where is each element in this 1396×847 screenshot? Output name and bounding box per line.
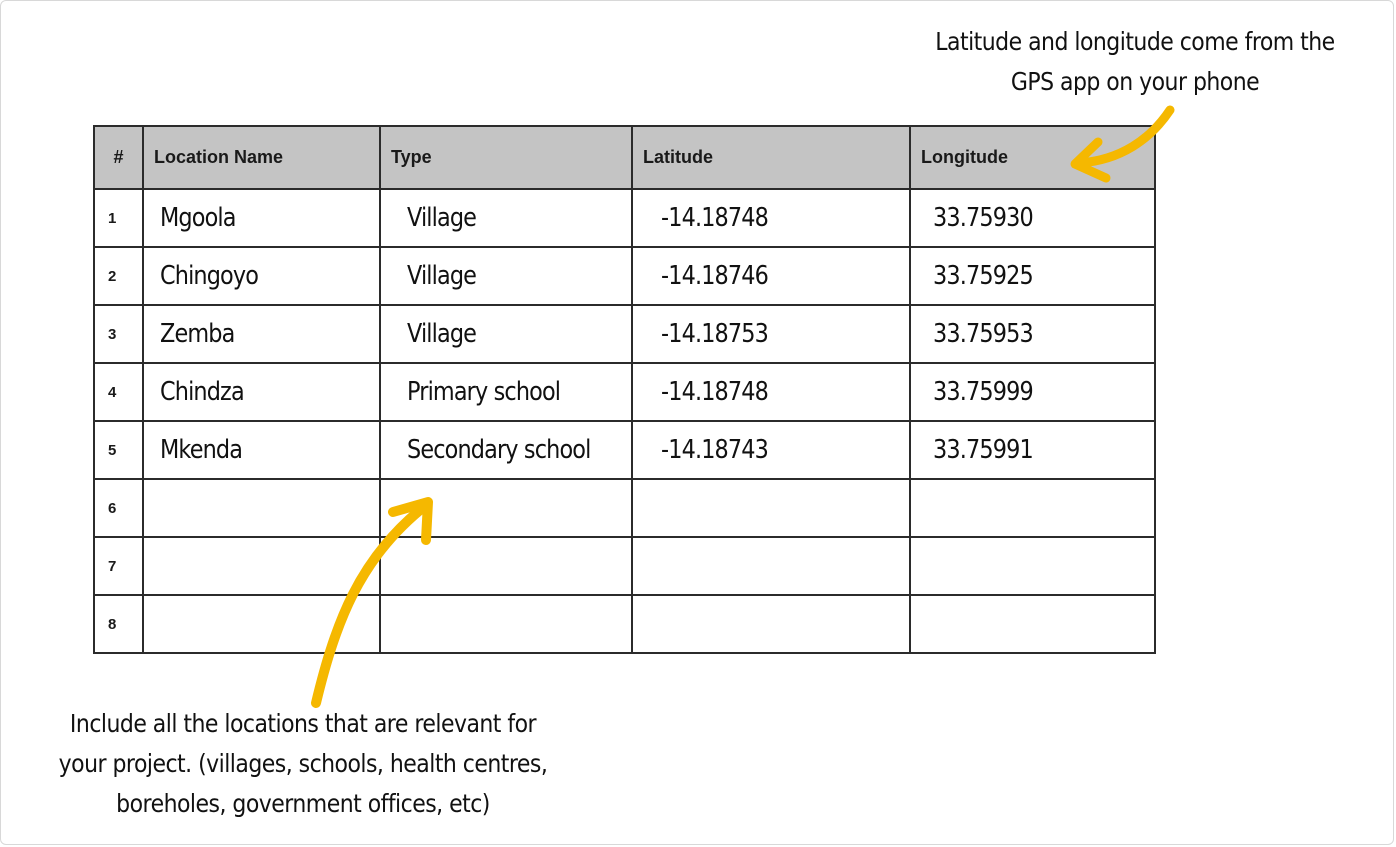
latitude-value: -14.18746 — [661, 261, 769, 291]
table-row — [94, 421, 1155, 479]
longitude-cell — [910, 537, 1155, 595]
latitude-cell — [632, 421, 910, 479]
location-name-cell — [143, 305, 380, 363]
location-name-cell — [143, 421, 380, 479]
longitude-cell — [910, 363, 1155, 421]
longitude-value: 33.75999 — [933, 377, 1033, 407]
annotation-line: boreholes, government offices, etc) — [116, 789, 490, 818]
table-header-row — [94, 126, 1155, 189]
location-name-cell — [143, 595, 380, 653]
longitude-value: 33.75953 — [933, 319, 1033, 349]
location-name-cell — [143, 363, 380, 421]
latitude-cell — [632, 595, 910, 653]
longitude-value: 33.75991 — [933, 435, 1033, 465]
annotation-line: your project. (villages, schools, health centres, — [58, 749, 548, 778]
annotation-line: Latitude and longitude come from the — [935, 27, 1335, 56]
latitude-value: -14.18748 — [661, 203, 769, 233]
location-name: Zemba — [160, 319, 235, 349]
row-number: 3 — [94, 305, 143, 363]
type-cell — [380, 537, 632, 595]
row-number: 1 — [94, 189, 143, 247]
annotation-line: Include all the locations that are relevant for — [69, 709, 537, 738]
longitude-cell — [910, 189, 1155, 247]
latitude-cell — [632, 247, 910, 305]
row-number: 4 — [94, 363, 143, 421]
latitude-cell — [632, 363, 910, 421]
location-name: Chindza — [160, 377, 244, 407]
locations-table — [93, 125, 1156, 654]
latitude-cell — [632, 305, 910, 363]
table-row — [94, 189, 1155, 247]
location-name: Chingoyo — [160, 261, 259, 291]
type-cell — [380, 479, 632, 537]
table-row — [94, 479, 1155, 537]
type-cell — [380, 247, 632, 305]
annotation-locations-note — [43, 704, 562, 824]
table-row — [94, 247, 1155, 305]
latitude-cell — [632, 479, 910, 537]
longitude-cell — [910, 595, 1155, 653]
table-row — [94, 305, 1155, 363]
location-name-cell — [143, 247, 380, 305]
longitude-cell — [910, 305, 1155, 363]
location-name-cell — [143, 479, 380, 537]
location-name-cell — [143, 189, 380, 247]
header-type: Type — [380, 126, 632, 189]
row-number: 5 — [94, 421, 143, 479]
row-number: 6 — [94, 479, 143, 537]
header-latitude: Latitude — [632, 126, 910, 189]
table-row — [94, 537, 1155, 595]
table-row — [94, 595, 1155, 653]
longitude-value: 33.75925 — [933, 261, 1033, 291]
location-name: Mgoola — [160, 203, 236, 233]
longitude-cell — [910, 247, 1155, 305]
latitude-value: -14.18748 — [661, 377, 769, 407]
annotation-gps-note — [911, 22, 1360, 102]
latitude-cell — [632, 189, 910, 247]
location-type: Village — [407, 319, 477, 349]
type-cell — [380, 305, 632, 363]
location-type: Primary school — [407, 377, 561, 407]
table-row — [94, 363, 1155, 421]
header-longitude: Longitude — [910, 126, 1155, 189]
row-number: 8 — [94, 595, 143, 653]
annotation-line: GPS app on your phone — [1010, 67, 1260, 96]
type-cell — [380, 189, 632, 247]
longitude-cell — [910, 479, 1155, 537]
latitude-value: -14.18753 — [661, 319, 769, 349]
row-number: 7 — [94, 537, 143, 595]
header-number: # — [94, 126, 143, 189]
header-location-name: Location Name — [143, 126, 380, 189]
location-type: Village — [407, 203, 477, 233]
type-cell — [380, 421, 632, 479]
type-cell — [380, 595, 632, 653]
location-name: Mkenda — [160, 435, 243, 465]
latitude-value: -14.18743 — [661, 435, 769, 465]
type-cell — [380, 363, 632, 421]
location-type: Secondary school — [407, 435, 591, 465]
longitude-value: 33.75930 — [933, 203, 1033, 233]
location-type: Village — [407, 261, 477, 291]
row-number: 2 — [94, 247, 143, 305]
latitude-cell — [632, 537, 910, 595]
location-name-cell — [143, 537, 380, 595]
longitude-cell — [910, 421, 1155, 479]
